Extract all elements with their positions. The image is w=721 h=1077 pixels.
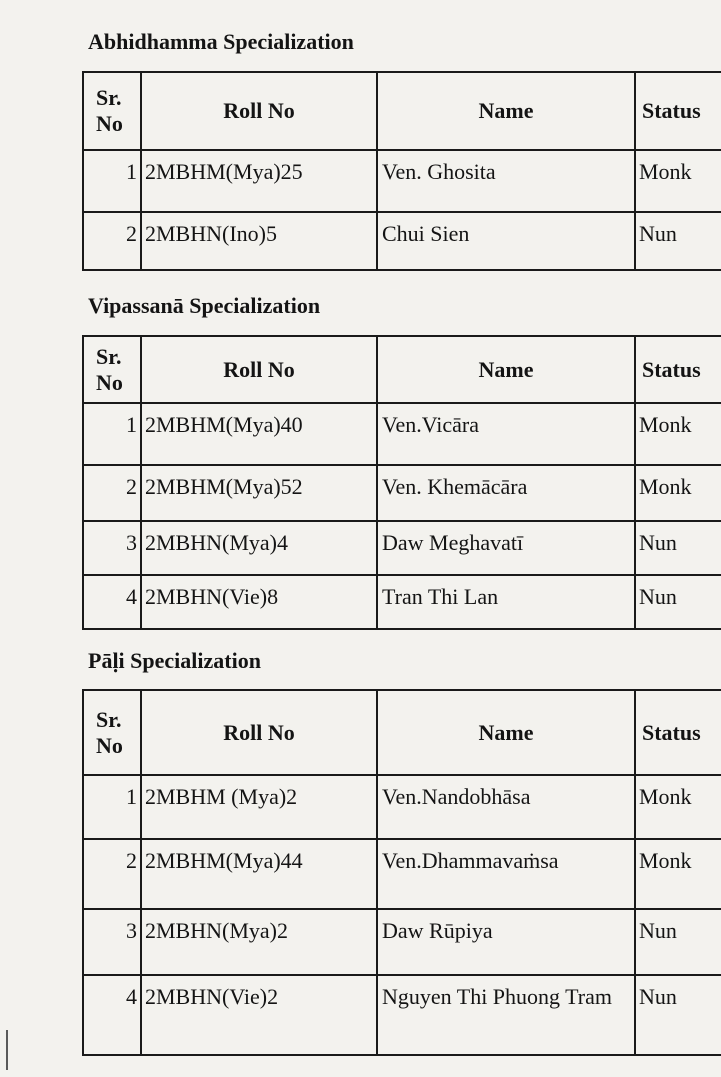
cell-name: Nguyen Thi Phuong Tram xyxy=(377,975,635,1055)
cell-sr: 2 xyxy=(83,839,141,909)
cell-name: Ven.Nandobhāsa xyxy=(377,775,635,839)
cell-status: Monk xyxy=(635,839,721,909)
cell-sr: 1 xyxy=(83,775,141,839)
cell-roll-no: 2MBHM(Mya)52 xyxy=(141,465,377,521)
table-row xyxy=(83,212,721,270)
header-roll-no: Roll No xyxy=(141,336,377,403)
cell-name: Ven.Dhammavaṁsa xyxy=(377,839,635,909)
cell-sr: 2 xyxy=(83,465,141,521)
cell-roll-no: 2MBHM(Mya)25 xyxy=(141,150,377,212)
table-row xyxy=(83,839,721,909)
cell-status: Nun xyxy=(635,521,721,575)
cell-sr: 4 xyxy=(83,575,141,629)
header-name: Name xyxy=(377,336,635,403)
header-status: Status xyxy=(635,690,721,775)
cell-sr: 2 xyxy=(83,212,141,270)
page-edge-mark xyxy=(6,1030,8,1070)
table-header-row xyxy=(83,690,721,775)
cell-name: Daw Rūpiya xyxy=(377,909,635,975)
cell-sr: 3 xyxy=(83,521,141,575)
cell-name: Ven. Ghosita xyxy=(377,150,635,212)
section-title-vipassana: Vipassanā Specialization xyxy=(88,293,321,318)
header-roll-no: Roll No xyxy=(141,690,377,775)
cell-roll-no: 2MBHN(Vie)2 xyxy=(141,975,377,1055)
cell-status: Nun xyxy=(635,575,721,629)
abhidhamma-table xyxy=(82,71,721,271)
table-header-row xyxy=(83,336,721,403)
vipassana-table xyxy=(82,335,721,630)
cell-sr: 1 xyxy=(83,150,141,212)
cell-status: Nun xyxy=(635,975,721,1055)
cell-sr: 4 xyxy=(83,975,141,1055)
cell-name: Chui Sien xyxy=(377,212,635,270)
cell-sr: 1 xyxy=(83,403,141,465)
cell-name: Ven. Khemācāra xyxy=(377,465,635,521)
table-row xyxy=(83,521,721,575)
cell-name: Daw Meghavatī xyxy=(377,521,635,575)
cell-status: Monk xyxy=(635,465,721,521)
header-sr-no: Sr. No xyxy=(83,72,141,150)
cell-roll-no: 2MBHN(Mya)4 xyxy=(141,521,377,575)
cell-name: Ven.Vicāra xyxy=(377,403,635,465)
cell-status: Nun xyxy=(635,212,721,270)
table-row xyxy=(83,150,721,212)
table-row xyxy=(83,575,721,629)
header-name: Name xyxy=(377,690,635,775)
section-title-pali: Pāḷi Specialization xyxy=(88,648,261,673)
cell-roll-no: 2MBHM(Mya)44 xyxy=(141,839,377,909)
pali-table xyxy=(82,689,721,1056)
header-sr-no: Sr. No xyxy=(83,336,141,403)
cell-roll-no: 2MBHN(Ino)5 xyxy=(141,212,377,270)
cell-status: Monk xyxy=(635,150,721,212)
cell-roll-no: 2MBHN(Mya)2 xyxy=(141,909,377,975)
table-row xyxy=(83,775,721,839)
cell-status: Monk xyxy=(635,403,721,465)
header-roll-no: Roll No xyxy=(141,72,377,150)
section-title-abhidhamma: Abhidhamma Specialization xyxy=(88,29,354,54)
table-row xyxy=(83,403,721,465)
header-status: Status xyxy=(635,336,721,403)
cell-name: Tran Thi Lan xyxy=(377,575,635,629)
table-row xyxy=(83,975,721,1055)
table-header-row xyxy=(83,72,721,150)
cell-sr: 3 xyxy=(83,909,141,975)
header-sr-no: Sr. No xyxy=(83,690,141,775)
cell-roll-no: 2MBHM (Mya)2 xyxy=(141,775,377,839)
header-name: Name xyxy=(377,72,635,150)
cell-status: Monk xyxy=(635,775,721,839)
header-status: Status xyxy=(635,72,721,150)
table-row xyxy=(83,909,721,975)
table-row xyxy=(83,465,721,521)
cell-status: Nun xyxy=(635,909,721,975)
cell-roll-no: 2MBHN(Vie)8 xyxy=(141,575,377,629)
cell-roll-no: 2MBHM(Mya)40 xyxy=(141,403,377,465)
